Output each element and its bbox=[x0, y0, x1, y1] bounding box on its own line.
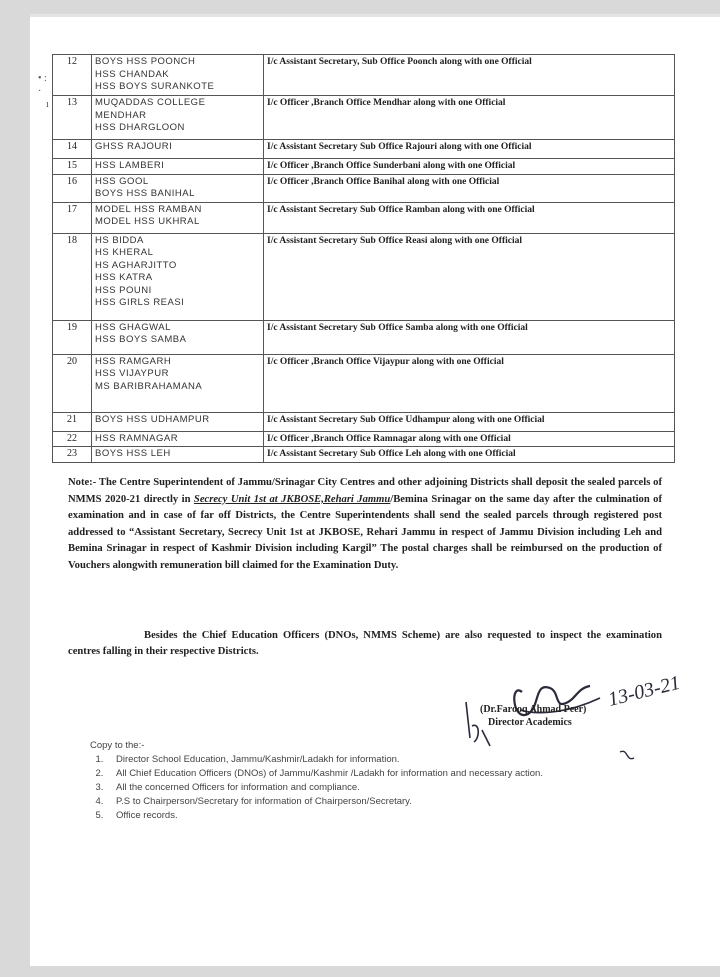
table-row bbox=[53, 431, 675, 447]
row-officer: I/c Officer ,Branch Office Mendhar along with one Official bbox=[264, 96, 675, 140]
row-centres bbox=[92, 55, 264, 96]
copy-to-section bbox=[60, 725, 543, 823]
table-row bbox=[53, 320, 675, 354]
centre-name: HSS BOYS SURANKOTE bbox=[95, 81, 215, 92]
centre-name: HSS POUNI bbox=[95, 284, 152, 296]
besides-text: Besides the Chief Education Officers (DNOs, NMMS Scheme) are also requested to inspect the examination centres falling in their respective Districts. bbox=[68, 630, 662, 657]
centre-name: MODEL HSS UKHRAL bbox=[95, 216, 200, 227]
signatory-designation: Director Academics bbox=[488, 717, 572, 728]
table-row bbox=[53, 202, 675, 233]
copy-item: 3. All the concerned Officers for information and compliance. bbox=[106, 781, 543, 795]
copy-item: 5. Office records. bbox=[106, 809, 543, 823]
row-officer: I/c Assistant Secretary Sub Office Samba along with one Official bbox=[264, 320, 675, 354]
table-row bbox=[53, 233, 675, 320]
row-serial: 19 bbox=[53, 320, 92, 354]
row-serial: 21 bbox=[53, 412, 92, 431]
table-row bbox=[53, 96, 675, 140]
table-row bbox=[53, 159, 675, 175]
row-officer: I/c Assistant Secretary Sub Office Reasi along with one Official bbox=[264, 233, 675, 320]
centre-name: BOYS HSS UDHAMPUR bbox=[95, 413, 210, 425]
row-centres bbox=[92, 320, 264, 354]
centre-name: BOYS HSS POONCH bbox=[95, 56, 196, 67]
row-centres bbox=[92, 96, 264, 140]
note-underlined-address: Secrecy Unit 1st at JKBOSE,Rehari Jammu bbox=[193, 493, 391, 505]
row-centres bbox=[92, 174, 264, 202]
row-serial: 14 bbox=[53, 140, 92, 159]
row-centres bbox=[92, 140, 264, 159]
copy-item: 2. All Chief Education Officers (DNOs) of Jammu/Kashmir /Ladakh for information and necessary action. bbox=[106, 767, 543, 781]
row-officer: I/c Officer ,Branch Office Vijaypur along with one Official bbox=[264, 354, 675, 412]
centre-name: HSS GOOL bbox=[95, 175, 149, 187]
centre-name: HS AGHARJITTO bbox=[95, 259, 177, 271]
row-centres bbox=[92, 159, 264, 175]
row-officer: I/c Assistant Secretary, Sub Office Poonch along with one Official bbox=[264, 55, 675, 96]
row-serial: 12 bbox=[53, 55, 92, 96]
row-officer: I/c Assistant Secretary Sub Office Leh along with one Official bbox=[264, 447, 675, 463]
allocation-table bbox=[52, 54, 675, 463]
centre-name: GHSS RAJOURI bbox=[95, 141, 173, 152]
centre-name: HSS CHANDAK bbox=[95, 68, 170, 80]
row-serial: 17 bbox=[53, 202, 92, 233]
row-officer: I/c Assistant Secretary Sub Office Rajouri along with one Official bbox=[264, 140, 675, 159]
centre-name: BOYS HSS LEH bbox=[95, 448, 171, 459]
copy-list bbox=[60, 753, 543, 823]
centre-name: HSS LAMBERI bbox=[95, 160, 165, 171]
copy-item: 4. P.S to Chairperson/Secretary for information of Chairperson/Secretary. bbox=[106, 795, 543, 809]
centre-name: HSS KATRA bbox=[95, 272, 153, 283]
centre-name: HSS RAMNAGAR bbox=[95, 432, 179, 444]
row-centres bbox=[92, 412, 264, 431]
note-text-2: /Bemina Srinagar on the same day after the culmination of examination and in case of far off Districts, the Centre Superintendents shall send the sealed parcels through registered post addressed to “Assistant Secretary, Secrecy Unit 1st at JKBOSE, Rehari Jammu in respect of Jammu Division including Leh and Bemina Srinagar in respect of Kashmir Division including Kargil” The postal charges shall be reimbursed on the production of Vouchers alongwith remuneration bill claimed for the Examination Duty. bbox=[68, 493, 662, 571]
centre-name: HSS VIJAYPUR bbox=[95, 368, 169, 379]
row-serial: 22 bbox=[53, 431, 92, 447]
row-centres bbox=[92, 354, 264, 412]
row-centres bbox=[92, 447, 264, 463]
row-officer: I/c Assistant Secretary Sub Office Ramban along with one Official bbox=[264, 202, 675, 233]
centre-name: HS KHERAL bbox=[95, 247, 154, 258]
centre-name: MENDHAR bbox=[95, 109, 147, 121]
row-serial: 13 bbox=[53, 96, 92, 140]
centre-name: MODEL HSS RAMBAN bbox=[95, 203, 202, 215]
row-serial: 16 bbox=[53, 174, 92, 202]
note-text-1: Note:- The Centre Superintendent of Jammu/Srinagar City Centres and other adjoining Districts shall deposit the sealed parcels of NMMS 2020-21 directly in bbox=[68, 477, 662, 505]
centre-name: HSS DHARGLOON bbox=[95, 122, 185, 133]
copy-heading: Copy to the:- bbox=[90, 740, 145, 751]
row-officer: I/c Officer ,Branch Office Ramnagar along with one Official bbox=[264, 431, 675, 447]
margin-marks: • : · ı bbox=[38, 73, 49, 110]
table-row bbox=[53, 55, 675, 96]
table-row bbox=[53, 447, 675, 463]
row-serial: 18 bbox=[53, 233, 92, 320]
row-officer: I/c Assistant Secretary Sub Office Udhampur along with one Official bbox=[264, 412, 675, 431]
page-top-edge bbox=[30, 14, 720, 17]
centre-name: HSS RAMGARH bbox=[95, 355, 172, 367]
table-row bbox=[53, 354, 675, 412]
table-row bbox=[53, 140, 675, 159]
note-paragraph bbox=[68, 475, 662, 575]
signatory-name: (Dr.Farooq Ahmad Peer) bbox=[480, 704, 587, 715]
signature-date: 13-03-21 bbox=[605, 671, 683, 711]
row-centres bbox=[92, 202, 264, 233]
centre-name: HS BIDDA bbox=[95, 234, 144, 246]
row-centres bbox=[92, 233, 264, 320]
row-centres bbox=[92, 431, 264, 447]
table-row bbox=[53, 174, 675, 202]
row-serial: 15 bbox=[53, 159, 92, 175]
centre-name: HSS GIRLS REASI bbox=[95, 297, 185, 308]
centre-name: HSS BOYS SAMBA bbox=[95, 334, 187, 345]
centre-name: HSS GHAGWAL bbox=[95, 321, 171, 333]
centre-name: BOYS HSS BANIHAL bbox=[95, 188, 195, 199]
row-serial: 23 bbox=[53, 447, 92, 463]
table-row bbox=[53, 412, 675, 431]
row-officer: I/c Officer ,Branch Office Sunderbani along with one Official bbox=[264, 159, 675, 175]
copy-item: 1. Director School Education, Jammu/Kashmir/Ladakh for information. bbox=[106, 753, 543, 767]
row-officer: I/c Officer ,Branch Office Banihal along with one Official bbox=[264, 174, 675, 202]
centre-name: MS BARIBRAHAMANA bbox=[95, 380, 203, 392]
centre-name: MUQADDAS COLLEGE bbox=[95, 97, 206, 108]
row-serial: 20 bbox=[53, 354, 92, 412]
